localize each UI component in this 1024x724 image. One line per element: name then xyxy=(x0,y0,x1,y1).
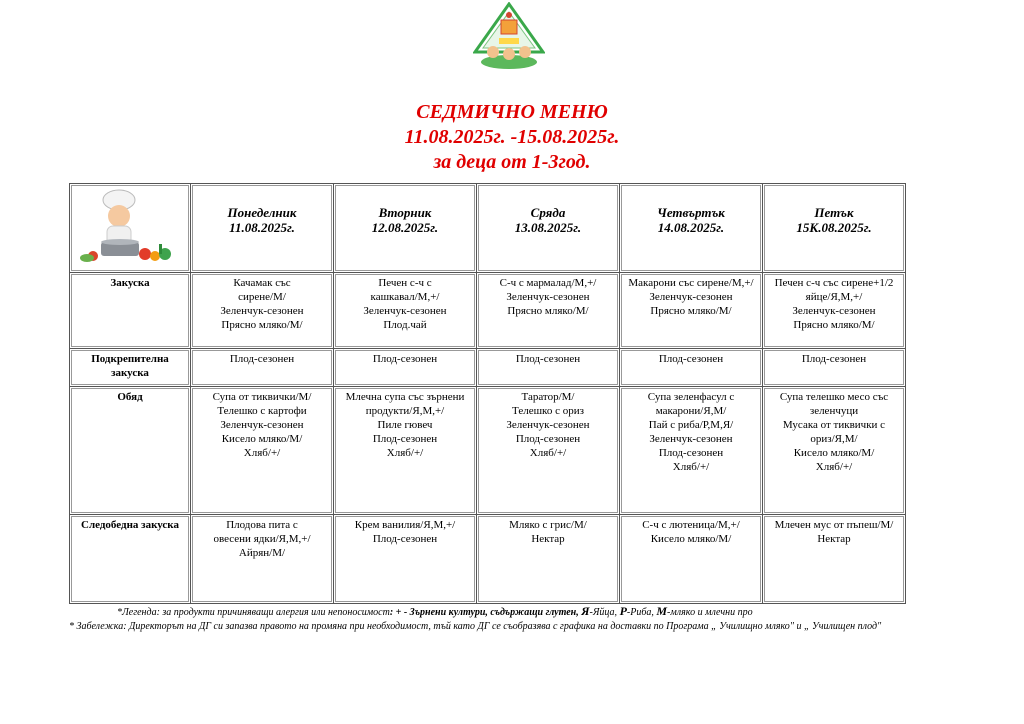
menu-item: Плод-сезонен xyxy=(515,353,581,365)
menu-item: макарони/Я,М/ xyxy=(655,405,727,417)
menu-item: Супа зеленфасул с xyxy=(647,391,735,403)
menu-item: Печен с-ч с xyxy=(378,277,432,289)
kindergarten-logo xyxy=(473,2,545,70)
menu-item: Макарони със сирене/М,+/ xyxy=(628,277,754,289)
day-header-tuesday xyxy=(334,184,477,273)
menu-item: С-ч с мармалад/М,+/ xyxy=(499,277,597,289)
day-date: 11.08.2025г. xyxy=(229,220,295,235)
legend-m: -мляко и млечни про xyxy=(667,607,753,618)
menu-cell xyxy=(620,273,763,349)
menu-cell xyxy=(477,349,620,387)
menu-cell xyxy=(620,387,763,515)
legend-r-letter: Р xyxy=(619,604,627,618)
menu-item: Нектар xyxy=(531,533,565,545)
menu-cell xyxy=(191,273,334,349)
menu-item: Таратор/М/ xyxy=(521,391,575,403)
menu-item: Плод-сезонен xyxy=(372,353,438,365)
menu-item: Кисело мляко/М/ xyxy=(650,533,732,545)
day-name: Четвъртък xyxy=(657,205,725,220)
menu-item: продукти/Я,М,+/ xyxy=(365,405,445,417)
menu-item: Млечна супа със зърнени xyxy=(345,391,465,403)
menu-cell xyxy=(334,273,477,349)
menu-cell xyxy=(763,515,906,604)
day-date: 15К.08.2025г. xyxy=(796,220,872,235)
menu-item: Телешко с картофи xyxy=(217,405,307,417)
legend-r: -Риба, xyxy=(626,607,654,618)
menu-item: ориз/Я,М/ xyxy=(810,433,858,445)
remark-note: * Забележка: Директорът на ДГ си запазва правото на промяна при необходимост, тъй като ДГ се съобразява с графика на доставки по Програма „ Училищно мляко" и „ Училищен плод" xyxy=(69,621,882,632)
menu-item: Зеленчук-сезонен xyxy=(506,291,590,303)
menu-cell xyxy=(334,515,477,604)
menu-item: Зеленчук-сезонен xyxy=(220,419,304,431)
menu-cell xyxy=(477,387,620,515)
menu-item: Зеленчук-сезонен xyxy=(649,433,733,445)
day-header-thursday xyxy=(620,184,763,273)
menu-item: Плод-сезонен xyxy=(658,353,724,365)
menu-item: Прясно мляко/М/ xyxy=(650,305,732,317)
menu-cell xyxy=(191,515,334,604)
menu-item: Кисело мляко/М/ xyxy=(793,447,875,459)
menu-item: Зеленчук-сезонен xyxy=(363,305,447,317)
day-date: 14.08.2025г. xyxy=(657,220,725,235)
menu-item: Зеленчук-сезонен xyxy=(506,419,590,431)
menu-item: Хляб/+/ xyxy=(386,447,424,459)
menu-period: 11.08.2025г. -15.08.2025г. xyxy=(404,126,620,148)
menu-notes xyxy=(69,604,969,634)
menu-item: Пиле гювеч xyxy=(377,419,433,431)
menu-item: Нектар xyxy=(817,533,851,545)
menu-item: Крем ванилия/Я,М,+/ xyxy=(354,519,456,531)
menu-item: Плод-сезонен xyxy=(372,533,438,545)
menu-cell xyxy=(477,515,620,604)
day-name: Петък xyxy=(814,205,854,220)
menu-cell xyxy=(477,273,620,349)
cook-image-cell xyxy=(70,184,191,273)
menu-item: зеленчуци xyxy=(809,405,859,417)
menu-item: Айрян/М/ xyxy=(238,547,286,559)
menu-item: Хляб/+/ xyxy=(672,461,710,473)
day-header-monday xyxy=(191,184,334,273)
menu-item: Зеленчук-сезонен xyxy=(649,291,733,303)
menu-item: Плод-сезонен xyxy=(229,353,295,365)
menu-item: Плод-сезонен xyxy=(515,433,581,445)
menu-title-block xyxy=(0,100,1024,175)
menu-cell xyxy=(620,349,763,387)
menu-item: Млечен мус от пъпеш/М/ xyxy=(774,519,894,531)
menu-item: Зеленчук-сезонен xyxy=(792,305,876,317)
weekly-menu-table xyxy=(69,183,906,604)
legend-plus: : + - Зърнени култури, съдържащи глутен, xyxy=(389,607,579,618)
menu-item: Плод-сезонен xyxy=(372,433,438,445)
day-header-wednesday xyxy=(477,184,620,273)
day-name: Сряда xyxy=(530,205,566,220)
menu-cell xyxy=(191,387,334,515)
menu-item: Хляб/+/ xyxy=(815,461,853,473)
menu-item: Супа от тиквички/М/ xyxy=(212,391,312,403)
legend-m-letter: М xyxy=(656,604,668,618)
menu-item: Плодова пита с xyxy=(226,519,298,531)
meal-label: Обяд xyxy=(70,387,191,515)
menu-item: Плод-сезонен xyxy=(658,447,724,459)
menu-item: Мляко с грис/М/ xyxy=(509,519,587,531)
legend-ya: -Яйца, xyxy=(589,607,618,618)
menu-item: яйце/Я,М,+/ xyxy=(805,291,863,303)
meal-row xyxy=(70,273,906,349)
menu-item: С-ч с лютеница/М,+/ xyxy=(642,519,740,531)
days-header-row xyxy=(70,184,906,273)
menu-item: Кисело мляко/М/ xyxy=(221,433,303,445)
meal-row xyxy=(70,515,906,604)
menu-title: СЕДМИЧНО МЕНЮ xyxy=(416,101,608,123)
menu-item: Зеленчук-сезонен xyxy=(220,305,304,317)
menu-item: кашкавал/М,+/ xyxy=(370,291,440,303)
meal-label: Закуска xyxy=(70,273,191,349)
legend-prefix: Легенда: за продукти причиняващи алергия или непоносимост xyxy=(122,607,390,618)
menu-item: овесени ядки/Я,М,+/ xyxy=(213,533,311,545)
menu-item: Мусака от тиквички с xyxy=(782,419,886,431)
menu-cell xyxy=(620,515,763,604)
menu-item: Телешко с ориз xyxy=(512,405,584,417)
meal-row xyxy=(70,387,906,515)
menu-item: сирене/М/ xyxy=(238,291,286,303)
day-header-friday xyxy=(763,184,906,273)
menu-item: Печен с-ч със сирене+1/2 xyxy=(774,277,894,289)
menu-item: Пай с риба/Р,М,Я/ xyxy=(648,419,734,431)
menu-cell xyxy=(763,273,906,349)
day-date: 13.08.2025г. xyxy=(514,220,582,235)
legend-ya-letter: Я xyxy=(581,604,590,618)
menu-item: Супа телешко месо със xyxy=(779,391,889,403)
menu-cell xyxy=(191,349,334,387)
menu-item: Хляб/+/ xyxy=(529,447,567,459)
menu-audience: за деца от 1-3год. xyxy=(433,151,591,173)
allergen-legend: *Легенда: за продукти причиняващи алергия или непоносимост: + - Зърнени култури, съдържащи глутен, Я-Яйца, Р-Риба, М-мляко и млечни про xyxy=(117,604,753,618)
menu-item: Плод.чай xyxy=(383,319,427,331)
menu-cell xyxy=(334,349,477,387)
menu-item: Прясно мляко/М/ xyxy=(793,319,875,331)
day-date: 12.08.2025г. xyxy=(371,220,439,235)
meal-label: Следобедна закуска xyxy=(70,515,191,604)
menu-cell xyxy=(763,349,906,387)
day-name: Вторник xyxy=(378,205,432,220)
menu-item: Хляб/+/ xyxy=(243,447,281,459)
meal-row xyxy=(70,349,906,387)
menu-item: Прясно мляко/М/ xyxy=(221,319,303,331)
day-name: Понеделник xyxy=(227,205,297,220)
menu-item: Плод-сезонен xyxy=(801,353,867,365)
menu-cell xyxy=(334,387,477,515)
menu-item: Качамак със xyxy=(233,277,291,289)
menu-cell xyxy=(763,387,906,515)
menu-item: Прясно мляко/М/ xyxy=(507,305,589,317)
child-chef-icon xyxy=(71,184,189,268)
meal-label: Подкрепителна закуска xyxy=(70,349,191,387)
